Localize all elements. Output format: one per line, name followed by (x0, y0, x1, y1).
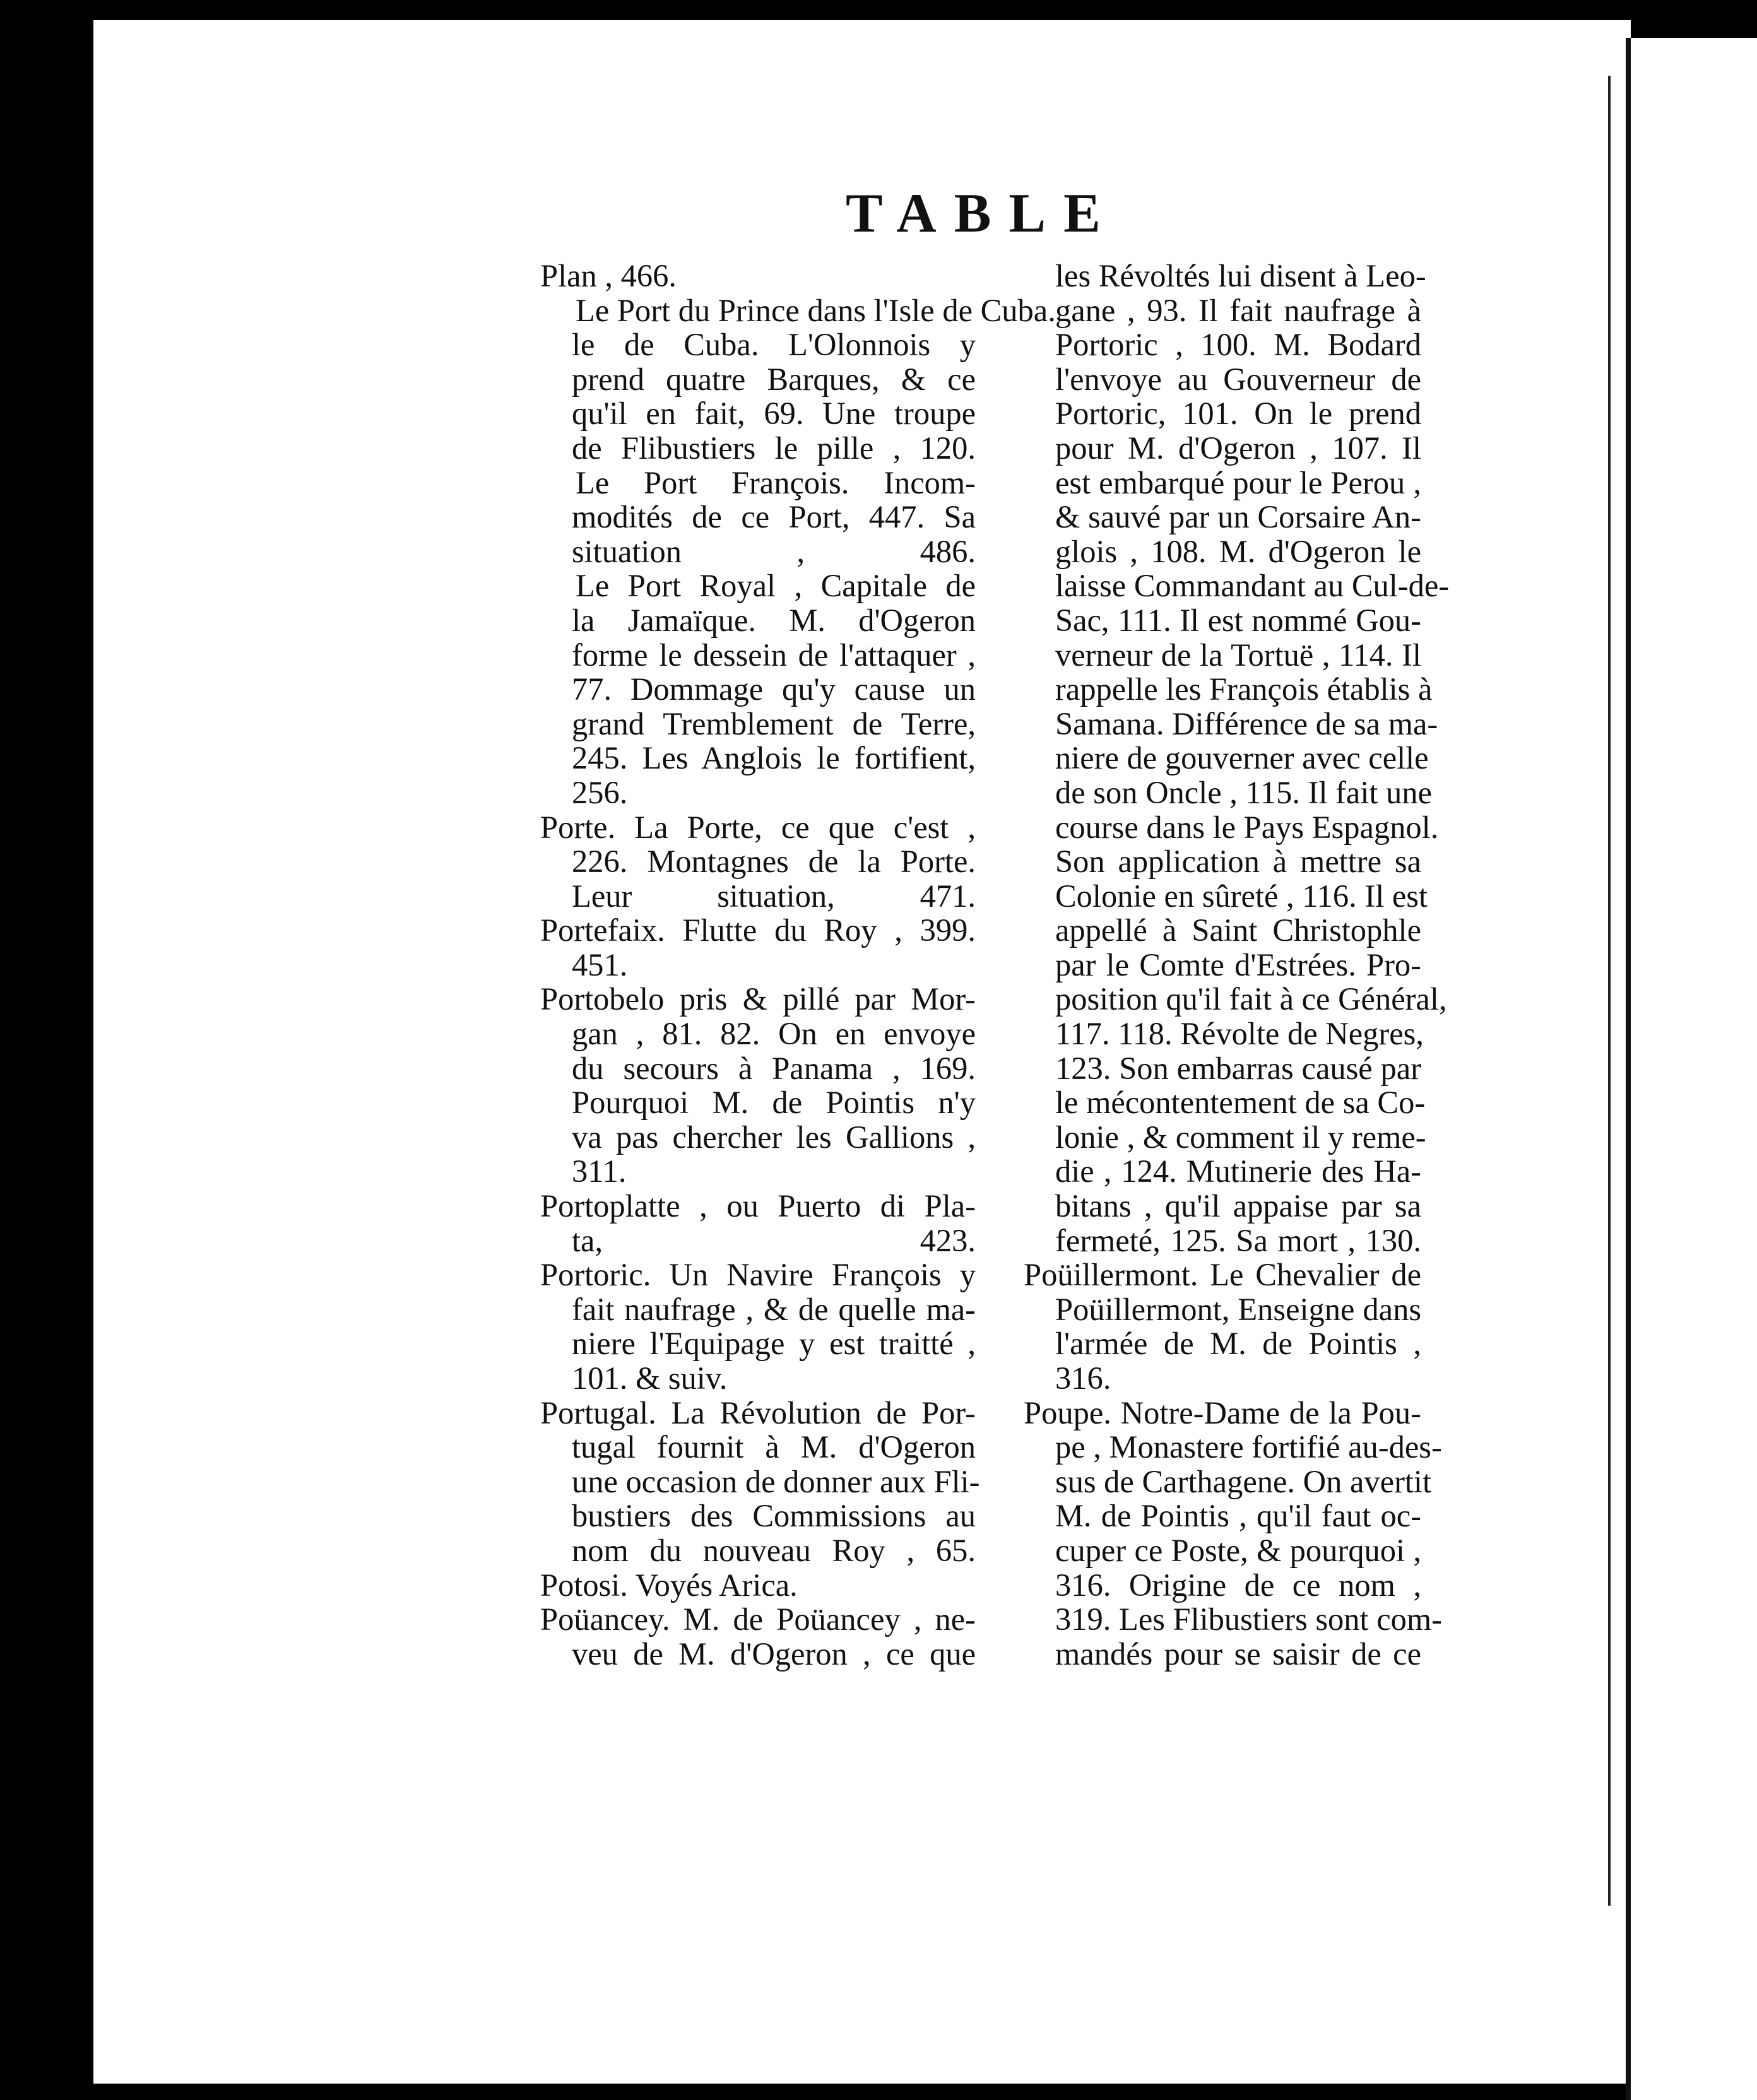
index-line: de Flibustiers le pille , 120. (572, 430, 976, 466)
index-line: Portoric, 101. On le prend (1055, 396, 1421, 432)
index-line: pe , Monastere fortifié au-des- (1055, 1429, 1442, 1465)
index-line: ta, 423. (572, 1222, 976, 1258)
index-line: 256. (572, 774, 628, 810)
index-line: mandés pour se saisir de ce (1055, 1636, 1421, 1672)
index-line: M. de Pointis , qu'il faut oc- (1055, 1498, 1421, 1534)
index-line: fermeté, 125. Sa mort , 130. (1055, 1222, 1421, 1258)
index-line: Portugal. La Révolution de Por- (540, 1395, 976, 1430)
index-line: niere de gouverner avec celle (1055, 740, 1429, 776)
index-line: 226. Montagnes de la Porte. (572, 844, 976, 880)
index-line: Porte. La Porte, ce que c'est , (540, 809, 976, 845)
index-line: position qu'il fait à ce Général, (1055, 981, 1447, 1017)
index-line: l'armée de M. de Pointis , (1055, 1326, 1421, 1362)
index-line: appellé à Saint Christophle (1055, 912, 1421, 948)
index-line: Portoric , 100. M. Bodard (1055, 327, 1421, 363)
index-line: niere l'Equipage y est traitté , (572, 1326, 976, 1362)
index-line: die , 124. Mutinerie des Ha- (1055, 1153, 1421, 1189)
index-line: 311. (572, 1153, 627, 1189)
index-line: qu'il en fait, 69. Une troupe (572, 396, 976, 432)
index-line: Poüillermont, Enseigne dans (1055, 1291, 1421, 1327)
index-line: Le Port du Prince dans l'Isle de Cuba. (576, 292, 1056, 328)
next-page-edge (1626, 38, 1757, 2100)
index-line: Portobelo pris & pillé par Mor- (540, 981, 976, 1017)
running-header: TABLE (846, 183, 1118, 244)
index-line: veu de M. d'Ogeron , ce que (572, 1636, 976, 1672)
index-line: Pourquoi M. de Pointis n'y (572, 1085, 976, 1121)
index-line: Poüancey. M. de Poüancey , ne- (540, 1602, 976, 1637)
index-line: une occasion de donner aux Fli- (572, 1463, 980, 1499)
index-line: course dans le Pays Espagnol. (1055, 809, 1439, 845)
index-line: Portefaix. Flutte du Roy , 399. (540, 912, 976, 948)
index-line: le mécontentement de sa Co- (1055, 1085, 1426, 1121)
index-line: 245. Les Anglois le fortifient, (572, 740, 976, 776)
index-line: lonie , & comment il y reme- (1055, 1119, 1426, 1155)
index-line: 101. & suiv. (572, 1360, 728, 1396)
index-line: est embarqué pour le Perou , (1055, 464, 1421, 500)
index-line: le de Cuba. L'Olonnois y (572, 327, 976, 363)
index-line: Potosi. Voyés Arica. (540, 1567, 798, 1603)
index-line: 123. Son embarras causé par (1055, 1050, 1421, 1086)
index-line: Colonie en sûreté , 116. Il est (1055, 878, 1428, 914)
index-line: Portoplatte , ou Puerto di Pla- (540, 1188, 976, 1224)
index-column-right (1024, 258, 1450, 1672)
index-line: modités de ce Port, 447. Sa (572, 499, 976, 535)
index-line: 316. Origine de ce nom , (1055, 1567, 1421, 1603)
index-line: 117. 118. Révolte de Negres, (1055, 1016, 1424, 1052)
index-line: 316. (1055, 1360, 1111, 1396)
index-line: laisse Commandant au Cul-de- (1055, 568, 1450, 604)
index-line: bitans , qu'il appaise par sa (1055, 1188, 1421, 1224)
index-line: situation , 486. (572, 533, 976, 569)
index-line: grand Tremblement de Terre, (572, 705, 976, 741)
index-line: de son Oncle , 115. Il fait une (1055, 774, 1432, 810)
index-line: sus de Carthagene. On avertit (1055, 1463, 1431, 1499)
index-line: Poupe. Notre-Dame de la Pou- (1024, 1395, 1421, 1430)
index-line: Sac, 111. Il est nommé Gou- (1055, 602, 1421, 638)
index-line: Le Port François. Incom- (576, 464, 976, 500)
index-line: 319. Les Flibustiers sont com- (1055, 1602, 1442, 1637)
index-line: bustiers des Commissions au (572, 1498, 976, 1534)
index-line: les Révoltés lui disent à Leo- (1055, 258, 1426, 293)
next-page-rule (1626, 38, 1631, 2100)
index-line: forme le dessein de l'attaquer , (572, 637, 976, 673)
page-gutter-edge (1608, 76, 1611, 1906)
index-line: 77. Dommage qu'y cause un (572, 671, 976, 707)
index-line: glois , 108. M. d'Ogeron le (1055, 533, 1421, 569)
index-line: l'envoye au Gouverneur de (1055, 361, 1421, 397)
index-line: 451. (572, 947, 628, 982)
index-line: Le Port Royal , Capitale de (576, 568, 976, 604)
index-line: Portoric. Un Navire François y (540, 1257, 976, 1293)
index-line: Samana. Différence de sa ma- (1055, 705, 1438, 741)
index-line: gan , 81. 82. On en envoye (572, 1016, 976, 1052)
index-line: cuper ce Poste, & pourquoi , (1055, 1532, 1421, 1568)
index-line: va pas chercher les Gallions , (572, 1119, 976, 1155)
index-line: verneur de la Tortuë , 114. Il (1055, 637, 1421, 673)
index-line: tugal fournit à M. d'Ogeron (572, 1429, 976, 1465)
index-line: pour M. d'Ogeron , 107. Il (1055, 430, 1421, 466)
index-line: prend quatre Barques, & ce (572, 361, 976, 397)
index-line: par le Comte d'Estrées. Pro- (1055, 947, 1421, 982)
index-line: nom du nouveau Roy , 65. (572, 1532, 976, 1568)
index-line: Leur situation, 471. (572, 878, 976, 914)
index-line: Son application à mettre sa (1055, 844, 1421, 880)
index-line: gane , 93. Il fait naufrage à (1055, 292, 1421, 328)
index-column-left (540, 258, 1056, 1672)
index-line: & sauvé par un Corsaire An- (1055, 499, 1421, 535)
index-line: Plan , 466. (540, 258, 677, 293)
index-line: du secours à Panama , 169. (572, 1050, 976, 1086)
index-line: rappelle les François établis à (1055, 671, 1433, 707)
index-line: fait naufrage , & de quelle ma- (572, 1291, 976, 1327)
index-line: la Jamaïque. M. d'Ogeron (572, 602, 976, 638)
index-line: Poüillermont. Le Chevalier de (1024, 1257, 1421, 1293)
